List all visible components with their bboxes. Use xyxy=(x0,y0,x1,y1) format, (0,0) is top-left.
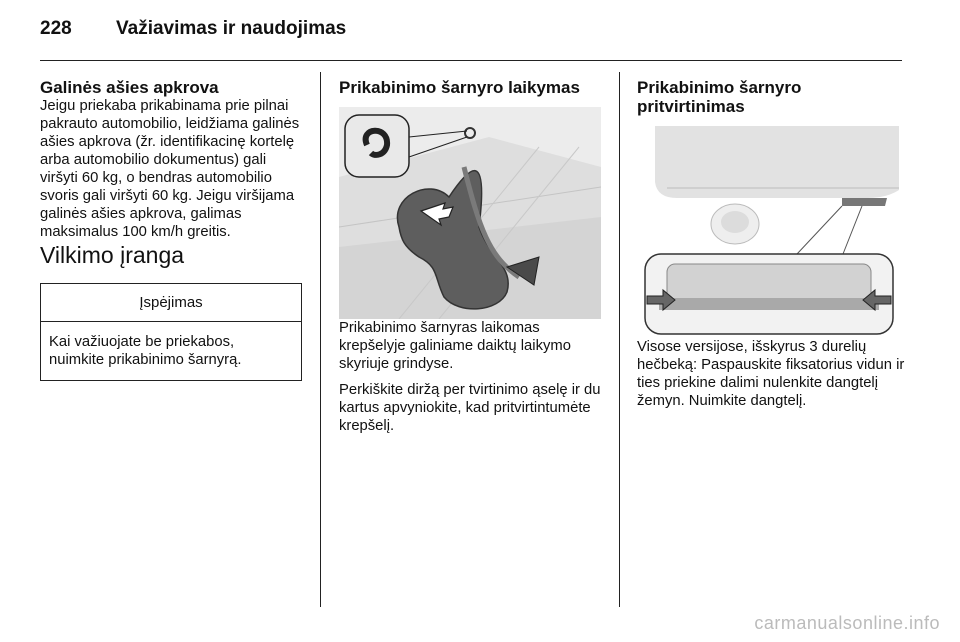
rear-axle-load-text: Jeigu priekaba prikabinama prie pilnai pakrauto automobilio, leidžiama galinės ašies apkrova (žr. identifikacinę kortelę arba automobilio dokumentus) gali viršyti 60 kg, o bendras automobilio svoris gali viršyti 60 kg. Jeigu viršijama galinės ašies apkrova, galimas maksimalus 100 km/h greitis. xyxy=(40,98,300,240)
footer-watermark: carmanualsonline.info xyxy=(754,613,940,633)
page-number: 228 xyxy=(40,18,72,39)
column-right xyxy=(637,78,905,410)
page-title: Važiavimas ir naudojimas xyxy=(116,18,347,39)
warning-title: Įspėjimas xyxy=(41,284,301,322)
header-rule xyxy=(40,60,902,61)
rear-axle-load-heading: Galinės ašies apkrova xyxy=(40,78,219,97)
towbar-storage-heading: Prikabinimo šarnyro laikymas xyxy=(339,78,580,97)
column-divider-2 xyxy=(619,72,620,607)
warning-box xyxy=(40,283,302,381)
towbar-mounting-heading: Prikabinimo šarnyro pritvirtinimas xyxy=(637,78,802,116)
towbar-mounting-illustration xyxy=(637,126,899,338)
towbar-storage-illustration xyxy=(339,107,601,319)
towbar-mounting-text: Visose versijose, išskyrus 3 durelių hečbeką: Paspauskite fiksatorius vidun ir ties priekine dalimi nulenkite dangtelį žemyn. Nuimkite dangtelį. xyxy=(637,339,905,409)
column-divider-1 xyxy=(320,72,321,607)
towing-equipment-heading: Vilkimo įranga xyxy=(40,242,185,268)
towbar-storage-text-2: Perkiškite diržą per tvirtinimo ąselę ir du kartus apvyniokite, kad pritvirtintumėte krepšelį. xyxy=(339,382,601,434)
column-middle xyxy=(339,78,605,435)
towbar-storage-text-1: Prikabinimo šarnyras laikomas krepšelyje galiniame daiktų laikymo skyriuje grindyse. xyxy=(339,320,571,372)
column-left xyxy=(40,78,304,381)
warning-text: Kai važiuojate be priekabos, nuimkite prikabinimo šarnyrą. xyxy=(49,334,242,368)
